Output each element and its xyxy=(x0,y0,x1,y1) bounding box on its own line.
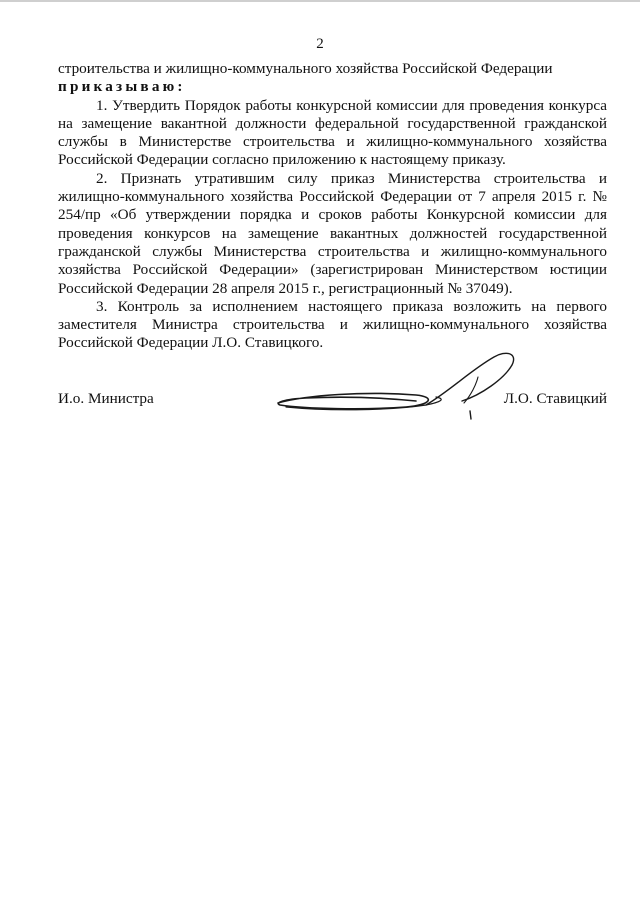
order-item-1: 1. Утвердить Порядок работы конкурсной комиссии для проведения конкурса на замещение вакантной должности федеральной государственной гражданской службы в Министерстве строительства и жилищно-коммунального хозяйства Российской Федерации согласно приложению к настоящему приказу. xyxy=(58,96,607,169)
scan-edge-line xyxy=(0,0,640,2)
document-body xyxy=(58,60,607,353)
intro-line: строительства и жилищно-коммунального хозяйства Российской Федерации xyxy=(58,60,553,77)
signer-position: И.о. Министра xyxy=(58,390,154,407)
signer-name: Л.О. Ставицкий xyxy=(503,390,607,407)
page-number: 2 xyxy=(316,36,324,52)
order-item-3: 3. Контроль за исполнением настоящего приказа возложить на первого заместителя Министра строительства и жилищно-коммунального хозяйства Российской Федерации Л.О. Ставицкого. xyxy=(58,297,607,352)
order-item-2: 2. Признать утратившим силу приказ Министерства строительства и жилищно-коммунального хозяйства Российской Федерации от 7 апреля 2015 г. № 254/пр «Об утверждении порядка и сроков работы Конкурсной комиссии для проведения конкурсов на замещение вакантных должностей государственной гражданской службы Министерства строительства и жилищно-коммунального хозяйства Российской Федерации» (зарегистрирован Министерством юстиции Российской Федерации 28 апреля 2015 г., регистрационный № 37049). xyxy=(58,169,607,297)
order-word: приказываю: xyxy=(58,78,186,96)
handwritten-signature xyxy=(266,345,526,425)
